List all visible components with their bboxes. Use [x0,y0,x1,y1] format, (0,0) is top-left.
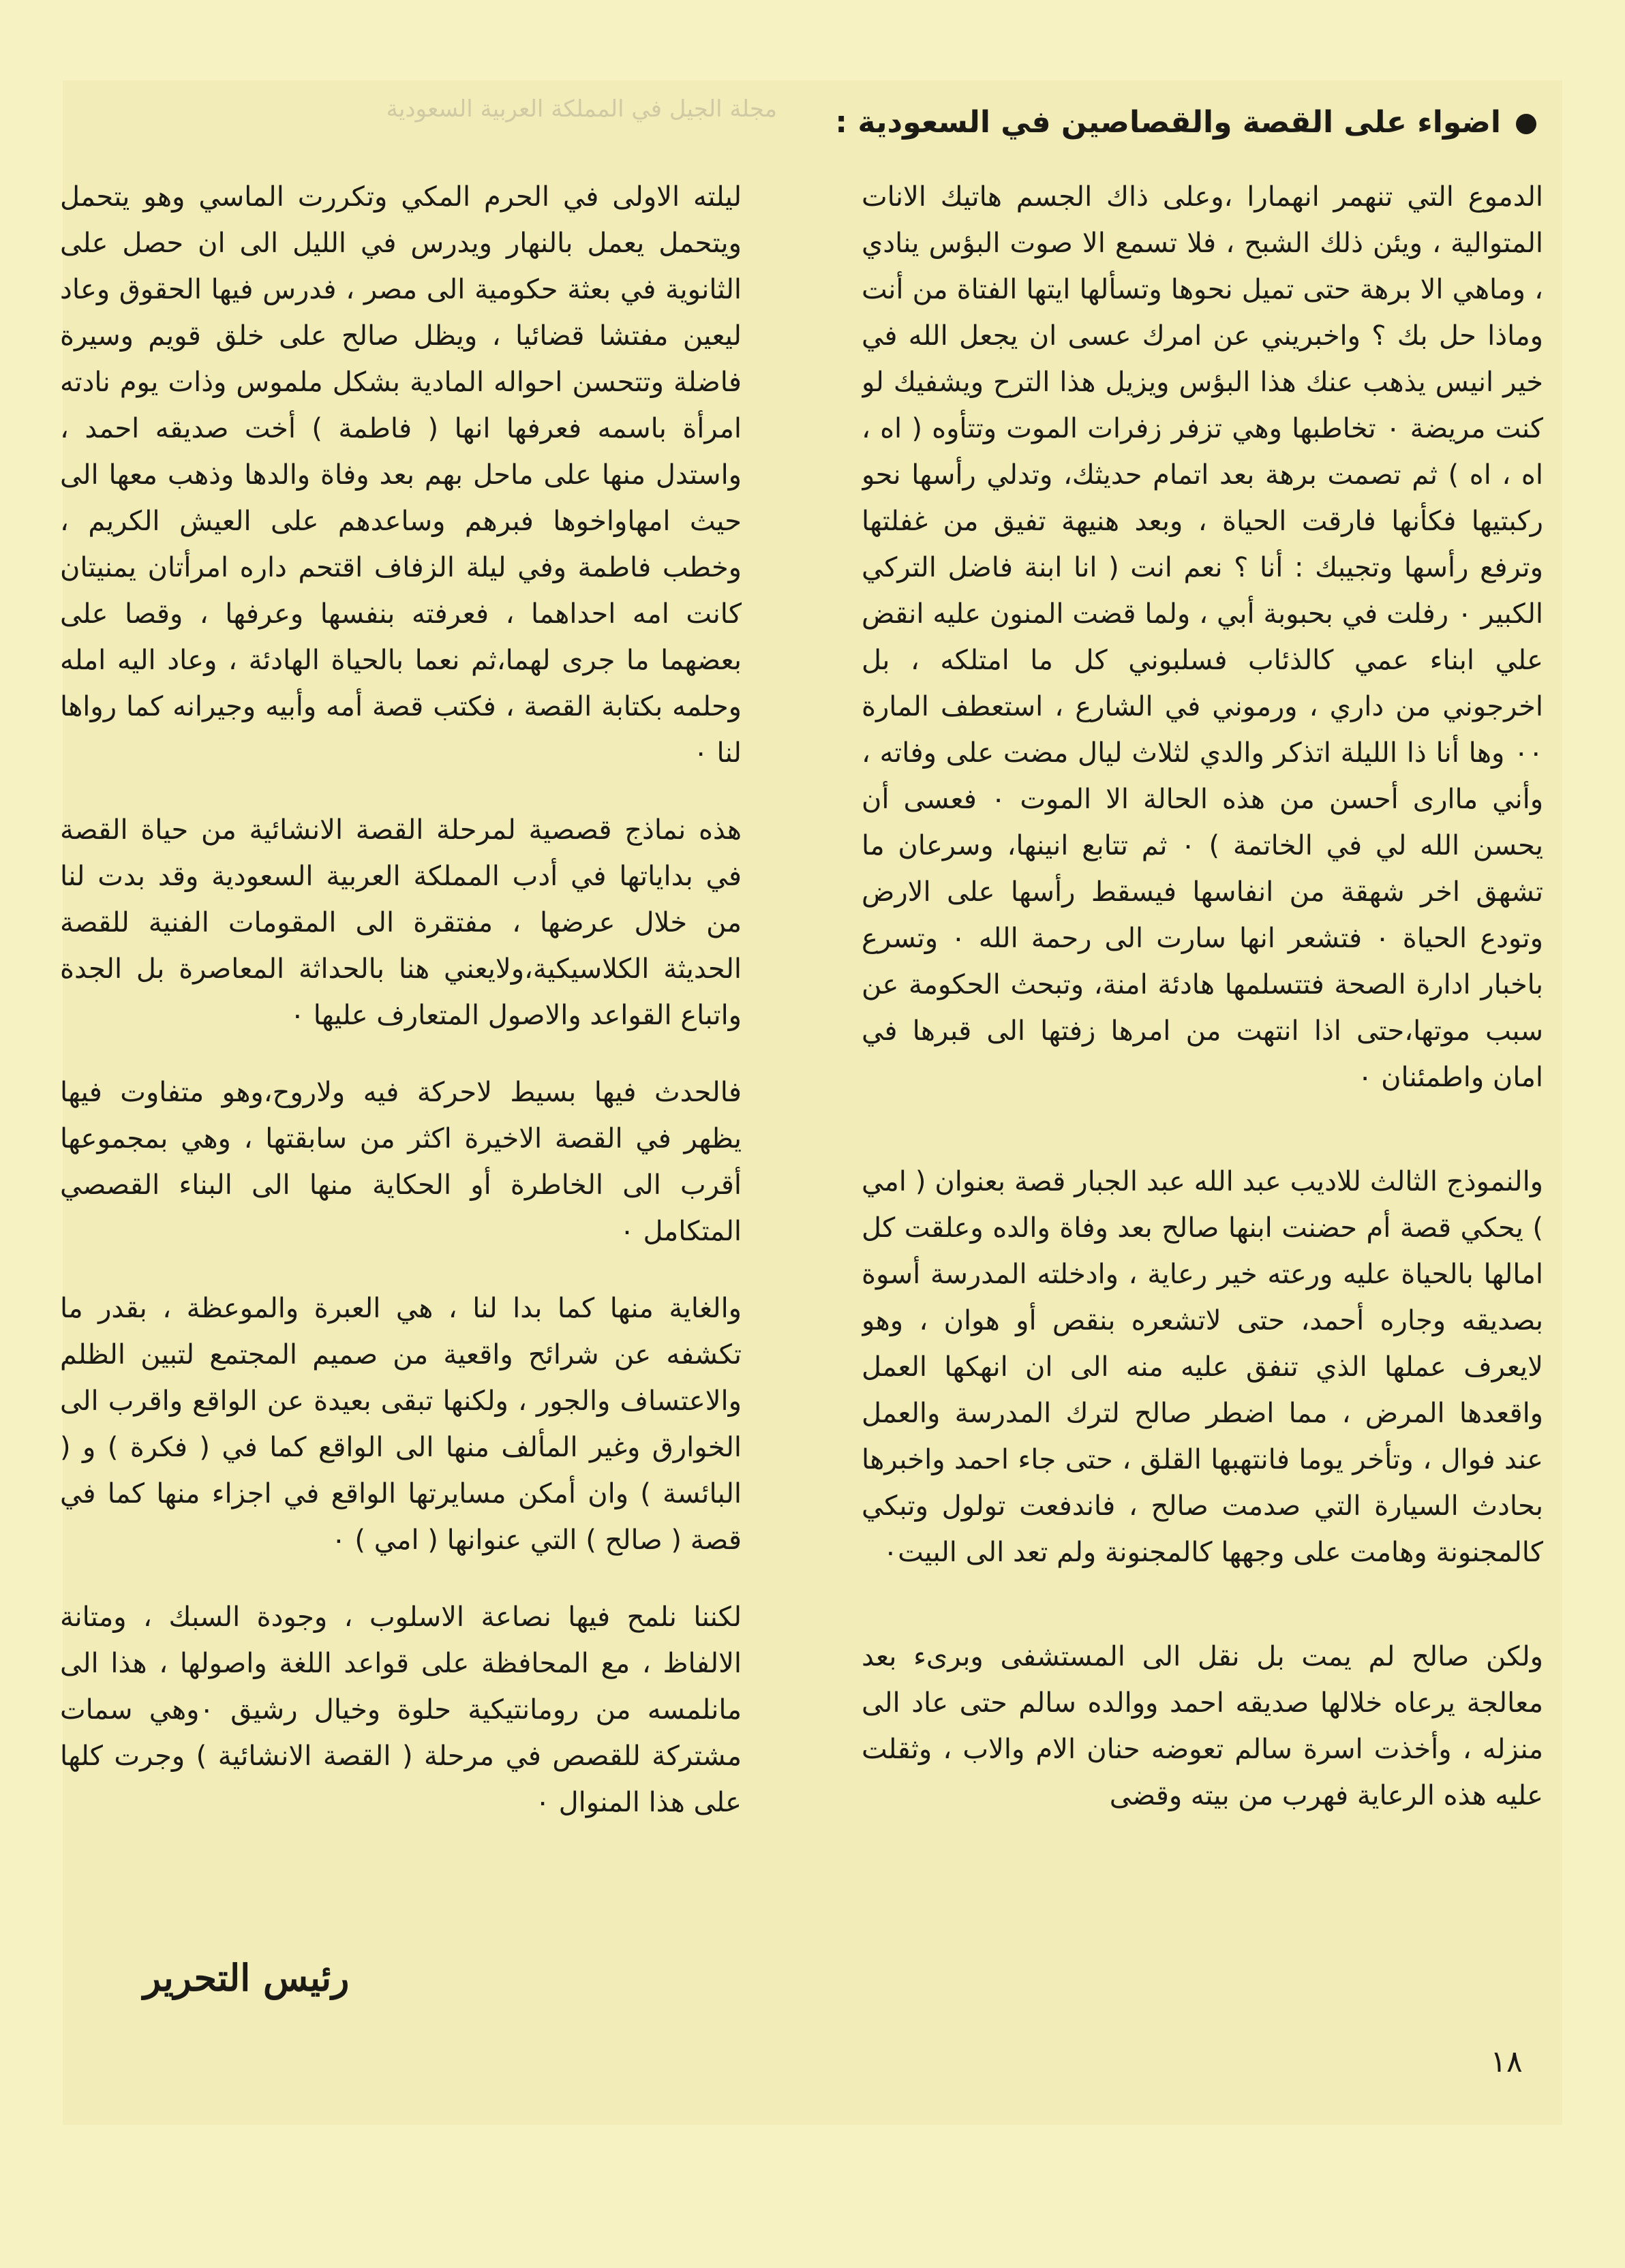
left-column [60,174,742,2041]
right-column [862,174,1543,2041]
article-title-text: اضواء على القصة والقصاصين في السعودية : [835,105,1501,140]
right-paragraph-2: والنموذج الثالث للاديب عبد الله عبد الجبار قصة بعنوان ( امي ) يحكي قصة أم حضنت ابنها صالح بعد وفاة والده وعلقت كل امالها بالحياة عليه ورعته خير رعاية ، وادخلته المدرسة أسوة بصديقه وجاره أحمد، حتى لاتشعره بنقص أو هوان ، وهو لايعرف عملها الذي تنفق عليه منه الى ان انهكها العمل واقعدها المرض ، مما اضطر صالح لترك المدرسة والعمل عند فوال ، وتأخر يوما فانتهبها القلق ، حتى جاء احمد واخبرها بحادث السيارة التي صدمت صالح ، فاندفعت تولول وتبكي كالمجنونة وهامت على وجهها كالمجنونة ولم تعد الى البيت٠ [862,1166,1543,1568]
editor-signature: رئيس التحرير [143,1956,350,1999]
page-number: ١٨ [1490,2044,1523,2079]
left-paragraph-5: لكننا نلمح فيها نصاعة الاسلوب ، وجودة السبك ، ومتانة الالفاظ ، مع المحافظة على قواعد اللغة واصولها ، هذا الى مانلمسه من رومانتيكية حلوة وخيال رشيق ٠وهي سمات مشتركة للقصص في مرحلة ( القصة الانشائية ) وجرت كلها على هذا المنوال ٠ [60,1602,742,1818]
right-paragraph-1: الدموع التي تنهمر انهمارا ،وعلى ذاك الجسم هاتيك الانات المتوالية ، ويئن ذلك الشبح ، فلا تسمع الا صوت البؤس ينادي ، وماهي الا برهة حتى تميل نحوها وتسألها ايتها الفتاة من أنت وماذا حل بك ؟ واخبريني عن امرك عسى ان يجعل الله في خير انيس يذهب عنك هذا البؤس ويزيل هذا الترح ويشفيك لو كنت مريضة ٠ تخاطبها وهي تزفر زفرات الموت وتتأوه ( اه ، اه ، اه ) ثم تصمت برهة بعد اتمام حديثك، وتدلي رأسها نحو ركبتيها فكأنها فارقت الحياة ، وبعد هنيهة تفيق من غفلتها وترفع رأسها وتجيبك : أنا ؟ نعم انت ( انا ابنة فاضل التركي الكبير ٠ رفلت في بحبوبة أبي ، ولما قضت المنون عليه انقض علي ابناء عمي كالذئاب فسلبوني كل ما امتلكه ، بل اخرجوني من داري ، ورموني في الشارع ، استعطف المارة ٠٠ وها أنا ذا الليلة اتذكر والدي لثلاث ليال مضت على وفاته ، وأني ماارى أحسن من هذه الحالة الا الموت ٠ فعسى أن يحسن الله لي في الخاتمة ) ٠ ثم تتابع انينها، وسرعان ما تشهق اخر شهقة من انفاسها فيسقط رأسها على الارض وتودع الحياة ٠ فتشعر انها سارت الى رحمة الله ٠ وتسرع باخبار ادارة الصحة فتتسلمها هادئة امنة، وتبحث الحكومة عن سبب موتها،حتى اذا انتهت من امرها زفتها الى قبرها في امان واطمئنان ٠ [862,181,1543,1093]
right-paragraph-3: ولكن صالح لم يمت بل نقل الى المستشفى وبرىء بعد معالجة يرعاه خلالها صديقه احمد ووالده سالم حتى عاد الى منزله ، وأخذت اسرة سالم تعوضه حنان الام والاب ، وثقلت عليه هذه الرعاية فهرب من بيته وقضى [862,1641,1543,1811]
left-paragraph-2: هذه نماذج قصصية لمرحلة القصة الانشائية من حياة القصة في بداياتها في أدب المملكة العربية السعودية وقد بدت لنا من خلال عرضها ، مفتقرة الى المقومات الفنية للقصة الحديثة الكلاسيكية،ولايعني هنا بالحداثة المعاصرة بل الجدة واتباع القواعد والاصول المتعارف عليها ٠ [60,814,742,1031]
bullet-icon [1516,114,1536,134]
left-paragraph-1: ليلته الاولى في الحرم المكي وتكررت الماسي وهو يتحمل ويتحمل يعمل بالنهار ويدرس في الليل الى ان حصل على الثانوية في بعثة حكومية الى مصر ، فدرس فيها الحقوق وعاد ليعين مفتشا قضائيا ، ويظل صالح على خلق قويم وسيرة فاضلة وتتحسن احواله المادية بشكل ملموس وذات يوم نادته امرأة باسمه فعرفها انها ( فاطمة ) أخت صديقه احمد ، واستدل منها على ماحل بهم بعد وفاة والدها وذهب معها الى حيث امهاواخوها فبرهم وساعدهم على العيش الكريم ، وخطب فاطمة وفي ليلة الزفاف اقتحم داره امرأتان يمنيتان كانت امه احداهما ، فعرفته بنفسها وعرفها ، وقصا على بعضهما ما جرى لهما،ثم نعما بالحياة الهادئة ، وعاد اليه امله وحلمه بكتابة القصة ، فكتب قصة أمه وأبيه وجيرانه كما رواها لنا ٠ [60,181,742,769]
running-head-faint: مجلة الجيل في المملكة العربية السعودية [386,95,777,123]
left-paragraph-4: والغاية منها كما بدا لنا ، هي العبرة والموعظة ، بقدر ما تكشفه عن شرائح واقعية من صميم المجتمع لتبين الظلم والاعتساف والجور ، ولكنها تبقى بعيدة عن الواقع واقرب الى الخوارق وغير المألف منها الى الواقع كما في ( فكرة ) و ( البائسة ) وان أمكن مسايرتها الواقع في اجزاء منها كما في قصة ( صالح ) التي عنوانها ( امي ) ٠ [60,1293,742,1556]
left-paragraph-3: فالحدث فيها بسيط لاحركة فيه ولاروح،وهو متفاوت فيها يظهر في القصة الاخيرة اكثر من سابقتها ، وهي بمجموعها أقرب الى الخاطرة أو الحكاية منها الى البناء القصصي المتكامل ٠ [60,1077,742,1247]
article-title [787,102,1536,143]
